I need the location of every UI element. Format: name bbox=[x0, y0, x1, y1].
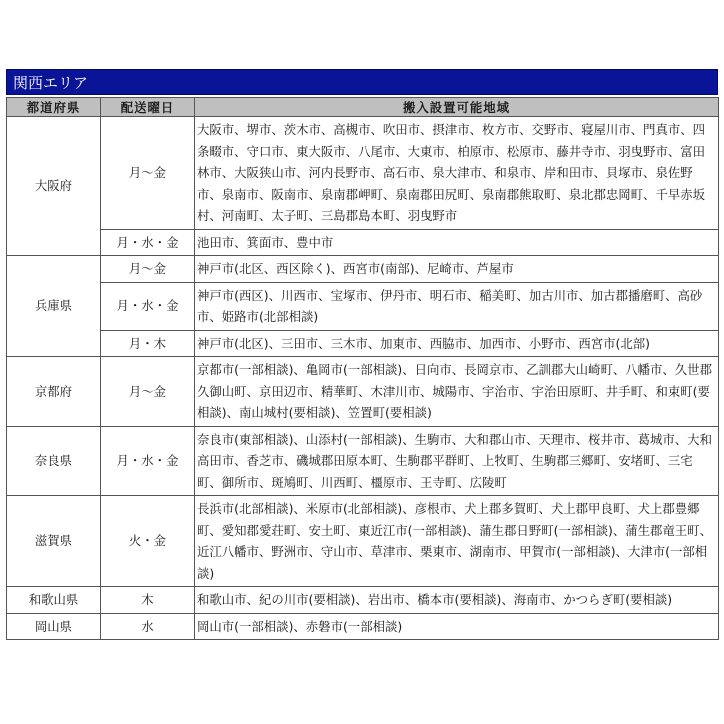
area-list-cell: 長浜市(北部相談)、米原市(北部相談)、彦根市、犬上郡多賀町、犬上郡甲良町、犬上郡豊郷町、愛知郡愛荘町、安土町、東近江市(一部相談)、蒲生郡日野町(一部相談)、蒲生郡竜王町、近江八幡市、野洲市、守山市、草津市、栗東市、湖南市、甲賀市(一部相談)、大津市(一部相談) bbox=[195, 496, 719, 587]
prefecture-cell: 和歌山県 bbox=[7, 587, 101, 614]
delivery-day-cell: 火・金 bbox=[101, 496, 195, 587]
area-list-cell: 池田市、箕面市、豊中市 bbox=[195, 229, 719, 256]
header-prefecture: 都道府県 bbox=[7, 98, 101, 117]
area-list-cell: 神戸市(西区)、川西市、宝塚市、伊丹市、明石市、稲美町、加古川市、加古郡播磨町、高砂市、姫路市(北部相談) bbox=[195, 282, 719, 330]
area-list-cell: 神戸市(北区、西区除く)、西宮市(南部)、尼崎市、芦屋市 bbox=[195, 256, 719, 283]
delivery-day-cell: 月・水・金 bbox=[101, 426, 195, 496]
delivery-area-table bbox=[6, 97, 719, 640]
delivery-day-cell: 水 bbox=[101, 613, 195, 640]
area-list-cell: 神戸市(北区)、三田市、三木市、加東市、西脇市、加西市、小野市、西宮市(北部) bbox=[195, 330, 719, 357]
table-row bbox=[7, 229, 719, 256]
region-title-banner: 関西エリア bbox=[6, 69, 718, 95]
prefecture-cell: 奈良県 bbox=[7, 426, 101, 496]
table-row bbox=[7, 256, 719, 283]
delivery-day-cell: 月・木 bbox=[101, 330, 195, 357]
delivery-day-cell: 月〜金 bbox=[101, 117, 195, 230]
table-row bbox=[7, 282, 719, 330]
area-list-cell: 奈良市(東部相談)、山添村(一部相談)、生駒市、大和郡山市、天理市、桜井市、葛城市、大和高田市、香芝市、磯城郡田原本町、生駒郡平群町、上牧町、生駒郡三郷町、安堵町、三宅町、御所市、斑鳩町、川西町、橿原市、王寺町、広陵町 bbox=[195, 426, 719, 496]
table-row bbox=[7, 426, 719, 496]
area-list-cell: 大阪市、堺市、茨木市、高槻市、吹田市、摂津市、枚方市、交野市、寝屋川市、門真市、四条畷市、守口市、東大阪市、八尾市、大東市、柏原市、松原市、藤井寺市、羽曳野市、富田林市、大阪狭山市、河内長野市、高石市、泉大津市、和泉市、岸和田市、貝塚市、泉佐野市、泉南市、阪南市、泉南郡岬町、泉南郡田尻町、泉南郡熊取町、泉北郡忠岡町、千早赤坂村、河南町、太子町、三島郡島本町、羽曳野市 bbox=[195, 117, 719, 230]
prefecture-cell: 岡山県 bbox=[7, 613, 101, 640]
prefecture-cell: 京都府 bbox=[7, 357, 101, 427]
delivery-day-cell: 月・水・金 bbox=[101, 282, 195, 330]
table-row bbox=[7, 587, 719, 614]
table-row bbox=[7, 613, 719, 640]
table-header-row bbox=[7, 98, 719, 117]
table-row bbox=[7, 496, 719, 587]
prefecture-cell: 滋賀県 bbox=[7, 496, 101, 587]
header-delivery-days: 配送曜日 bbox=[101, 98, 195, 117]
delivery-day-cell: 月〜金 bbox=[101, 256, 195, 283]
area-list-cell: 京都市(一部相談)、亀岡市(一部相談)、日向市、長岡京市、乙訓郡大山崎町、八幡市、久世郡久御山町、京田辺市、精華町、木津川市、城陽市、宇治市、宇治田原町、井手町、和束町(要相談)、南山城村(要相談)、笠置町(要相談) bbox=[195, 357, 719, 427]
area-list-cell: 岡山市(一部相談)、赤磐市(一部相談) bbox=[195, 613, 719, 640]
header-installation-areas: 搬入設置可能地域 bbox=[195, 98, 719, 117]
delivery-day-cell: 木 bbox=[101, 587, 195, 614]
prefecture-cell: 大阪府 bbox=[7, 117, 101, 256]
table-row bbox=[7, 117, 719, 230]
delivery-day-cell: 月・水・金 bbox=[101, 229, 195, 256]
table-row bbox=[7, 330, 719, 357]
delivery-day-cell: 月〜金 bbox=[101, 357, 195, 427]
kansai-region-section bbox=[6, 69, 718, 640]
prefecture-cell: 兵庫県 bbox=[7, 256, 101, 357]
table-row bbox=[7, 357, 719, 427]
area-list-cell: 和歌山市、紀の川市(要相談)、岩出市、橋本市(要相談)、海南市、かつらぎ町(要相談) bbox=[195, 587, 719, 614]
